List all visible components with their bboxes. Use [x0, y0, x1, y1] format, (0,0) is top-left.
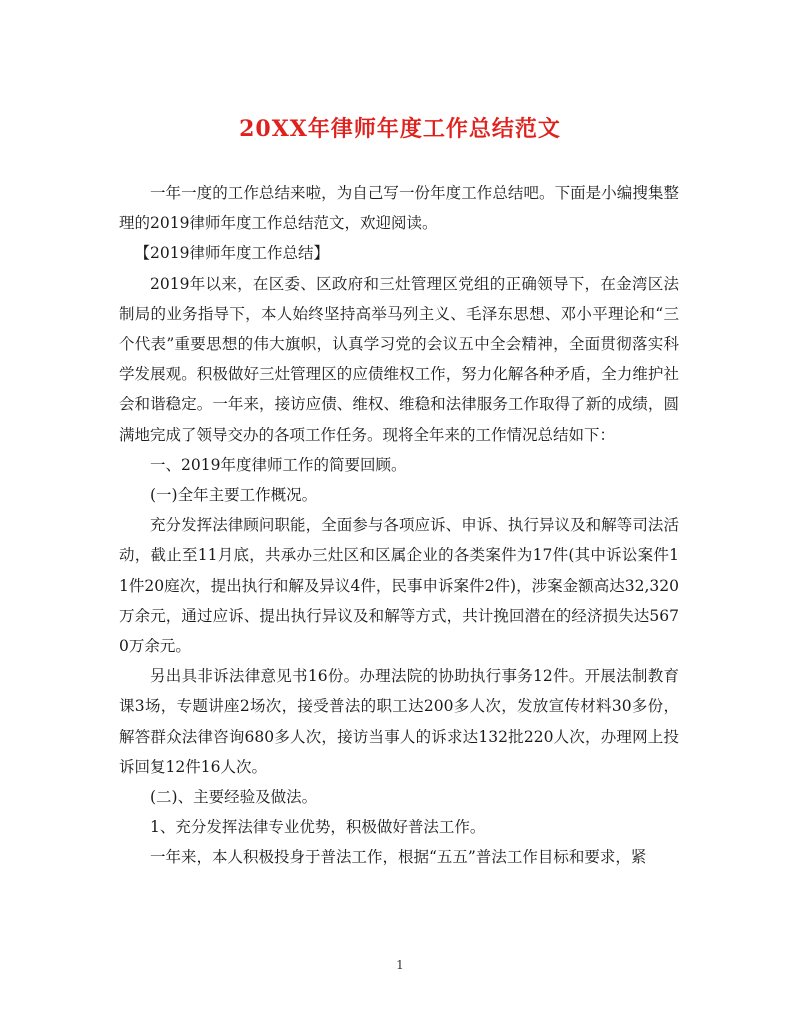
page-number: 1	[396, 958, 404, 972]
intro-paragraph: 一年一度的工作总结来啦，为自己写一份年度工作总结吧。下面是小编搜集整理的2019律师年度工作总结范文，欢迎阅读。	[119, 184, 679, 233]
section-heading: 【2019律师年度工作总结】	[134, 244, 329, 263]
document-title: 20XX年律师年度工作总结范文	[239, 116, 561, 142]
document-body	[119, 178, 679, 873]
body-paragraph: 2019年以来，在区委、区政府和三灶管理区党组的正确领导下，在金湾区法制局的业务指导下，本人始终坚持高举马列主义、毛泽东思想、邓小平理论和“三个代表”重要思想的伟大旗帜，认真学习党的会议五中全会精神，全面贯彻落实科学发展观。积极做好三灶管理区的应债维权工作，努力化解各种矛盾，全力维护社会和谐稳定。一年来，接访应债、维权、维稳和法律服务工作取得了新的成绩，圆满地完成了领导交办的各项工作任务。现将全年来的工作情况总结如下：	[119, 274, 679, 444]
body-paragraph: 一年来，本人积极投身于普法工作，根据“五五”普法工作目标和要求，紧	[150, 848, 647, 867]
subsection-heading: (二)、主要经验及做法。	[150, 788, 318, 807]
subsection-heading: (一)全年主要工作概况。	[150, 486, 318, 505]
subsection-heading: 1、充分发挥法律专业优势，积极做好普法工作。	[150, 818, 486, 837]
body-paragraph: 充分发挥法律顾问职能，全面参与各项应诉、申诉、执行异议及和解等司法活动，截止至11月底，共承办三灶区和区属企业的各类案件为17件(其中诉讼案件11件20庭次，提出执行和解及异议4件，民事申诉案件2件)，涉案金额高达32,320万余元，通过应诉、提出执行异议及和解等方式，共计挽回潜在的经济损失达5670万余元。	[119, 516, 679, 656]
body-paragraph: 另出具非诉法律意见书16份。办理法院的协助执行事务12件。开展法制教育课3场，专题讲座2场次，接受普法的职工达200多人次，发放宣传材料30多份，解答群众法律咨询680多人次，接访当事人的诉求达132批220人次，办理网上投诉回复12件16人次。	[119, 667, 679, 776]
section-heading: 一、2019年度律师工作的简要回顾。	[150, 455, 407, 474]
